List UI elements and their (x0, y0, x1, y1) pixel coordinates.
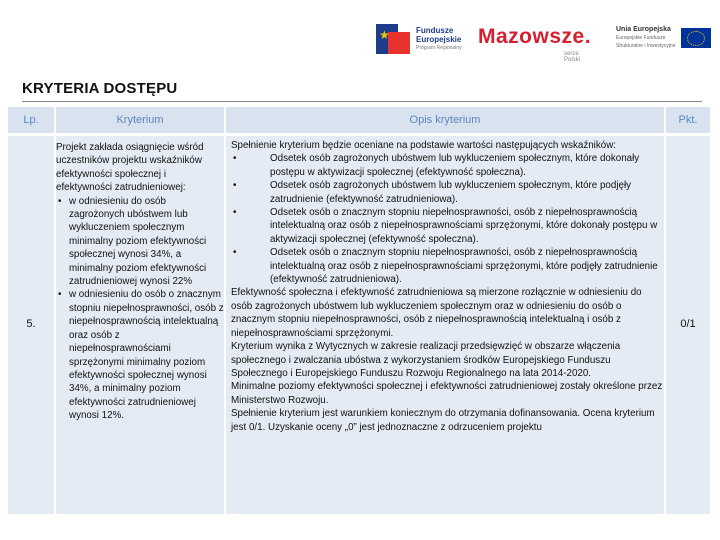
opis-item: • Odsetek osób zagrożonych ubóstwem lub wykluczeniem społecznym, które dokonały postępu w aktywizacji społecznej (efektywność społeczna). (231, 152, 663, 179)
fe-logo-line3: Program Regionalny (416, 44, 462, 51)
cell-pkt: 0/1 (666, 136, 710, 514)
fundusze-europejskie-logo (376, 24, 462, 54)
header-opis: Opis kryterium (226, 107, 664, 133)
kryterium-item: • w odniesieniu do osób o znacznym stopniu niepełnosprawności, osób z niepełnosprawnością intelektualną oraz osób z niepełnosprawnościami sprzężonymi minimalny poziom efektywności społecznej wynosi 34%, a minimalny poziom efektywności zatrudnieniowej wynosi 12%. (56, 288, 224, 422)
mazowsze-logo-text: Mazowsze. (478, 25, 592, 48)
fe-logo-icon: ★ (376, 24, 410, 54)
opis-list (231, 152, 663, 286)
opis-paragraph: Kryterium wynika z Wytycznych w zakresie realizacji przedsięwzięć w obszarze włączenia społecznego i zwalczania ubóstwa z wykorzystaniem środków Europejskiego Funduszu Społecznego i Europejskiego Funduszu Rozwoju Regionalnego na lata 2014-2020. (231, 341, 621, 379)
kryterium-list (56, 195, 224, 423)
title-divider (22, 101, 702, 102)
mazowsze-logo (478, 25, 592, 63)
ue-logo-line2: Europejskie Fundusze (616, 35, 666, 41)
opis-item: • Odsetek osób zagrożonych ubóstwem lub wykluczeniem społecznym, które podjęły zatrudnienie (efektywność zatrudnieniowa). (231, 179, 663, 206)
ue-logo-line3: Strukturalne i Inwestycyjne (616, 43, 676, 49)
opis-intro: Spełnienie kryterium będzie oceniane na podstawie wartości następujących wskaźników: (231, 140, 617, 151)
cell-lp: 5. (8, 136, 54, 514)
mazowsze-logo-tagline: serce Polski (564, 51, 581, 63)
fe-logo-line1: Fundusze (416, 25, 454, 35)
opis-paragraph: Spełnienie kryterium jest warunkiem koniecznym do otrzymania dofinansowania. Ocena kryterium jest 0/1. Uzyskanie oceny „0” jest jednoznaczne z odrzuceniem projektu (231, 408, 655, 433)
opis-paragraph: Efektywność społeczna i efektywność zatrudnieniowa są mierzone rozłącznie w odniesieniu do osób zagrożonych ubóstwem lub wykluczeniem społecznym oraz w odniesieniu do osób o znacznym stopniu niepełnosprawności, osób z niepełnosprawnością intelektualną i osób z niepełnosprawnościami sprzężonymi. (231, 287, 642, 339)
opis-item: • Odsetek osób o znacznym stopniu niepełnosprawności, osób z niepełnosprawnością intelektualną oraz osób z niepełnosprawnościami sprzężonymi, które dokonały postępu w aktywizacji społecznej (efektywność społeczna). (231, 206, 663, 246)
logo-bar (0, 0, 720, 76)
ue-logo-line1: Unia Europejska (616, 26, 671, 33)
opis-paragraph: Minimalne poziomy efektywności społecznej i efektywności zatrudnieniowej zostały określone przez Ministerstwo Rozwoju. (231, 381, 663, 406)
cell-opis (226, 136, 664, 514)
header-lp: Lp. (8, 107, 54, 133)
kryterium-intro: Projekt zakłada osiągnięcie wśród uczestników projektu wskaźników efektywności społecznej i efektywności zatrudnieniowej: (56, 142, 204, 194)
eu-flag-icon (681, 28, 711, 48)
header-kryterium: Kryterium (56, 107, 224, 133)
opis-item: • Odsetek osób o znacznym stopniu niepełnosprawności, osób z niepełnosprawnością intelektualną oraz osób z niepełnosprawnościami sprzężonymi, które podjęły zatrudnienie (efektywność zatrudnieniowa). (231, 246, 663, 286)
cell-kryterium (56, 136, 224, 514)
fe-logo-line2: Europejskie (416, 34, 462, 44)
page-title: KRYTERIA DOSTĘPU (22, 80, 178, 97)
unia-europejska-logo (616, 26, 711, 50)
kryterium-item: • w odniesieniu do osób zagrożonych ubóstwem lub wykluczeniem społecznym minimalny poziom efektywności społecznej wynosi 34%, a minimalny poziom efektywności zatrudnieniowej wynosi 22% (56, 195, 224, 289)
header-pkt: Pkt. (666, 107, 710, 133)
